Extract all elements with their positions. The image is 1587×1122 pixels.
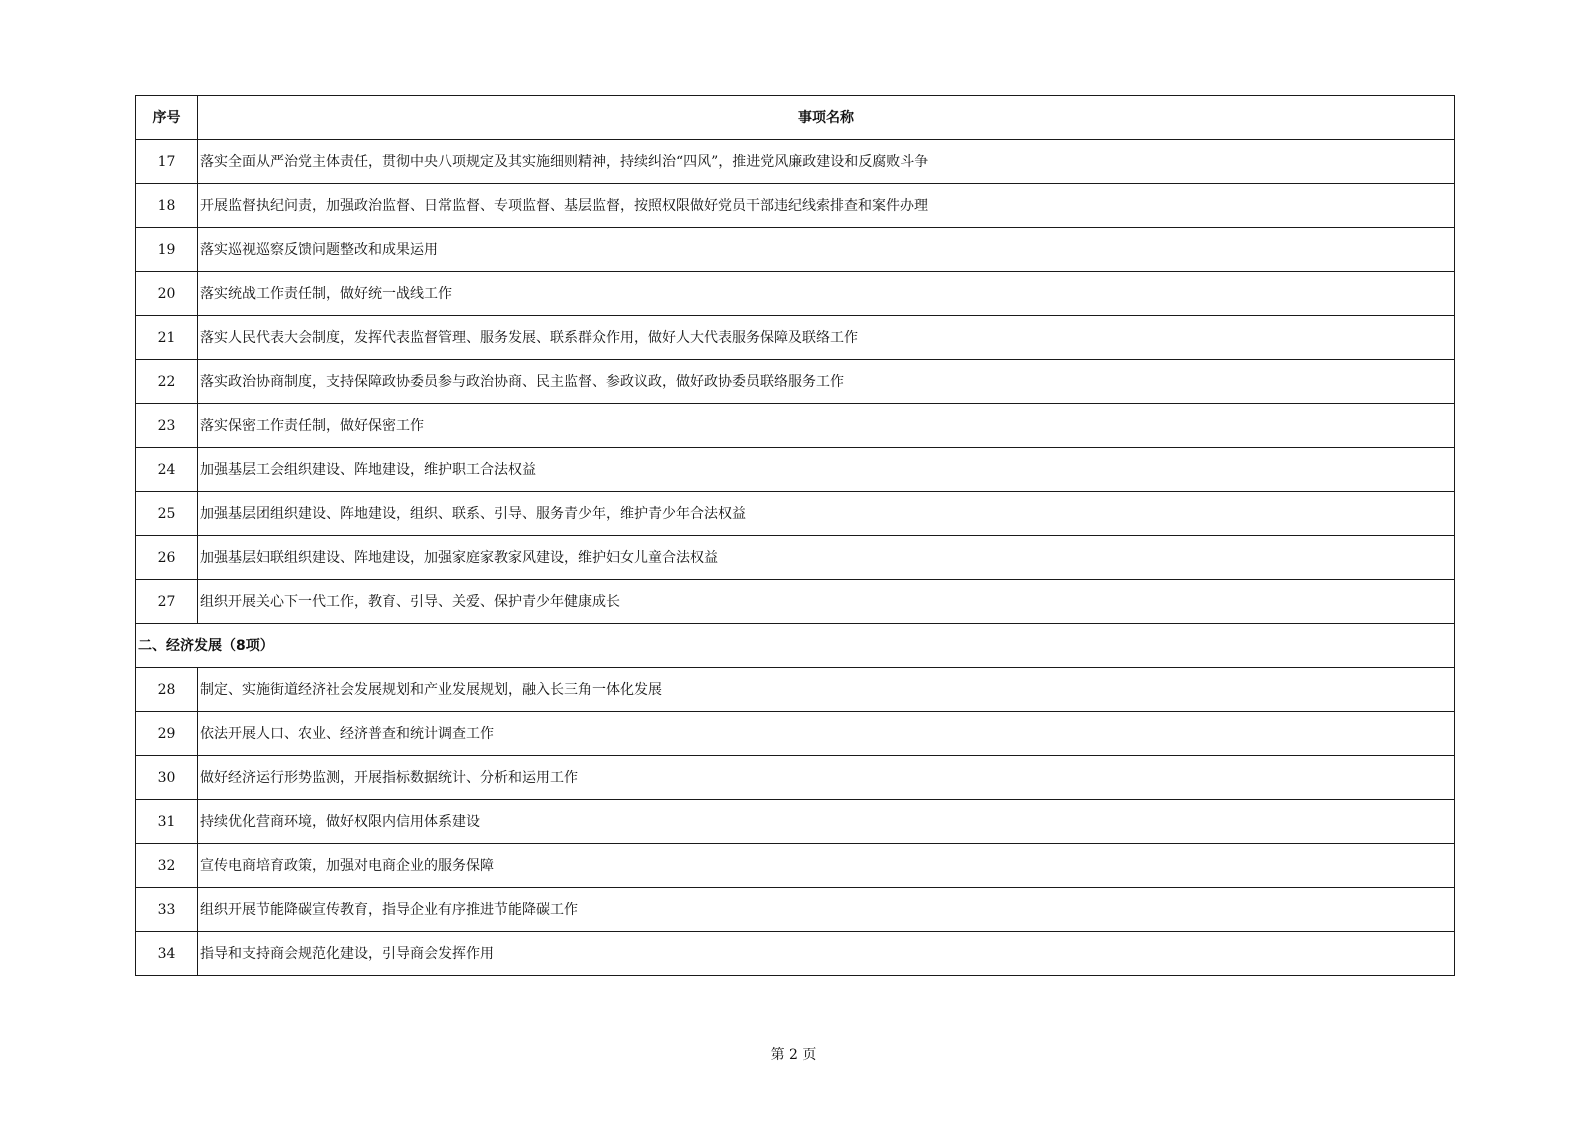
header-serial-number: 序号	[136, 96, 198, 140]
table-row	[136, 448, 1455, 492]
matter-name-cell: 落实人民代表大会制度，发挥代表监督管理、服务发展、联系群众作用，做好人大代表服务保障及联络工作	[198, 316, 1455, 360]
matter-name-cell: 制定、实施街道经济社会发展规划和产业发展规划，融入长三角一体化发展	[198, 668, 1455, 712]
matters-table	[135, 95, 1455, 976]
table-row	[136, 404, 1455, 448]
table-row	[136, 712, 1455, 756]
table-row	[136, 756, 1455, 800]
table-row	[136, 184, 1455, 228]
serial-number-cell: 26	[136, 536, 198, 580]
table-row	[136, 932, 1455, 976]
matter-name-cell: 落实巡视巡察反馈问题整改和成果运用	[198, 228, 1455, 272]
table-row	[136, 668, 1455, 712]
table-row	[136, 888, 1455, 932]
matter-name-cell: 落实全面从严治党主体责任，贯彻中央八项规定及其实施细则精神，持续纠治“四风”，推进党风廉政建设和反腐败斗争	[198, 140, 1455, 184]
matter-name-cell: 落实保密工作责任制，做好保密工作	[198, 404, 1455, 448]
serial-number-cell: 27	[136, 580, 198, 624]
serial-number-cell: 32	[136, 844, 198, 888]
matter-name-cell: 落实政治协商制度，支持保障政协委员参与政治协商、民主监督、参政议政，做好政协委员联络服务工作	[198, 360, 1455, 404]
table-row	[136, 272, 1455, 316]
matter-name-cell: 组织开展关心下一代工作，教育、引导、关爱、保护青少年健康成长	[198, 580, 1455, 624]
table-row	[136, 140, 1455, 184]
page-number: 第 2 页	[770, 1047, 817, 1063]
serial-number-cell: 17	[136, 140, 198, 184]
serial-number-cell: 29	[136, 712, 198, 756]
table-row	[136, 844, 1455, 888]
table-body	[136, 140, 1455, 976]
serial-number-cell: 22	[136, 360, 198, 404]
matter-name-cell: 持续优化营商环境，做好权限内信用体系建设	[198, 800, 1455, 844]
serial-number-cell: 21	[136, 316, 198, 360]
serial-number-cell: 25	[136, 492, 198, 536]
serial-number-cell: 23	[136, 404, 198, 448]
section-title: 二、经济发展（8项）	[136, 624, 1455, 668]
matter-name-cell: 开展监督执纪问责，加强政治监督、日常监督、专项监督、基层监督，按照权限做好党员干部违纪线索排查和案件办理	[198, 184, 1455, 228]
table-row	[136, 800, 1455, 844]
matter-name-cell: 组织开展节能降碳宣传教育，指导企业有序推进节能降碳工作	[198, 888, 1455, 932]
matter-name-cell: 落实统战工作责任制，做好统一战线工作	[198, 272, 1455, 316]
serial-number-cell: 28	[136, 668, 198, 712]
table-row	[136, 316, 1455, 360]
serial-number-cell: 30	[136, 756, 198, 800]
table-row	[136, 228, 1455, 272]
serial-number-cell: 24	[136, 448, 198, 492]
matter-name-cell: 指导和支持商会规范化建设，引导商会发挥作用	[198, 932, 1455, 976]
serial-number-cell: 19	[136, 228, 198, 272]
serial-number-cell: 18	[136, 184, 198, 228]
serial-number-cell: 20	[136, 272, 198, 316]
table-row	[136, 580, 1455, 624]
matter-name-cell: 加强基层团组织建设、阵地建设，组织、联系、引导、服务青少年，维护青少年合法权益	[198, 492, 1455, 536]
serial-number-cell: 31	[136, 800, 198, 844]
table-row	[136, 536, 1455, 580]
section-row	[136, 624, 1455, 668]
header-matter-name: 事项名称	[198, 96, 1455, 140]
serial-number-cell: 33	[136, 888, 198, 932]
matter-name-cell: 加强基层妇联组织建设、阵地建设，加强家庭家教家风建设，维护妇女儿童合法权益	[198, 536, 1455, 580]
matter-name-cell: 加强基层工会组织建设、阵地建设，维护职工合法权益	[198, 448, 1455, 492]
table-row	[136, 492, 1455, 536]
serial-number-cell: 34	[136, 932, 198, 976]
table-header-row	[136, 96, 1455, 140]
matter-name-cell: 宣传电商培育政策，加强对电商企业的服务保障	[198, 844, 1455, 888]
matter-name-cell: 做好经济运行形势监测，开展指标数据统计、分析和运用工作	[198, 756, 1455, 800]
table-row	[136, 360, 1455, 404]
matter-name-cell: 依法开展人口、农业、经济普查和统计调查工作	[198, 712, 1455, 756]
